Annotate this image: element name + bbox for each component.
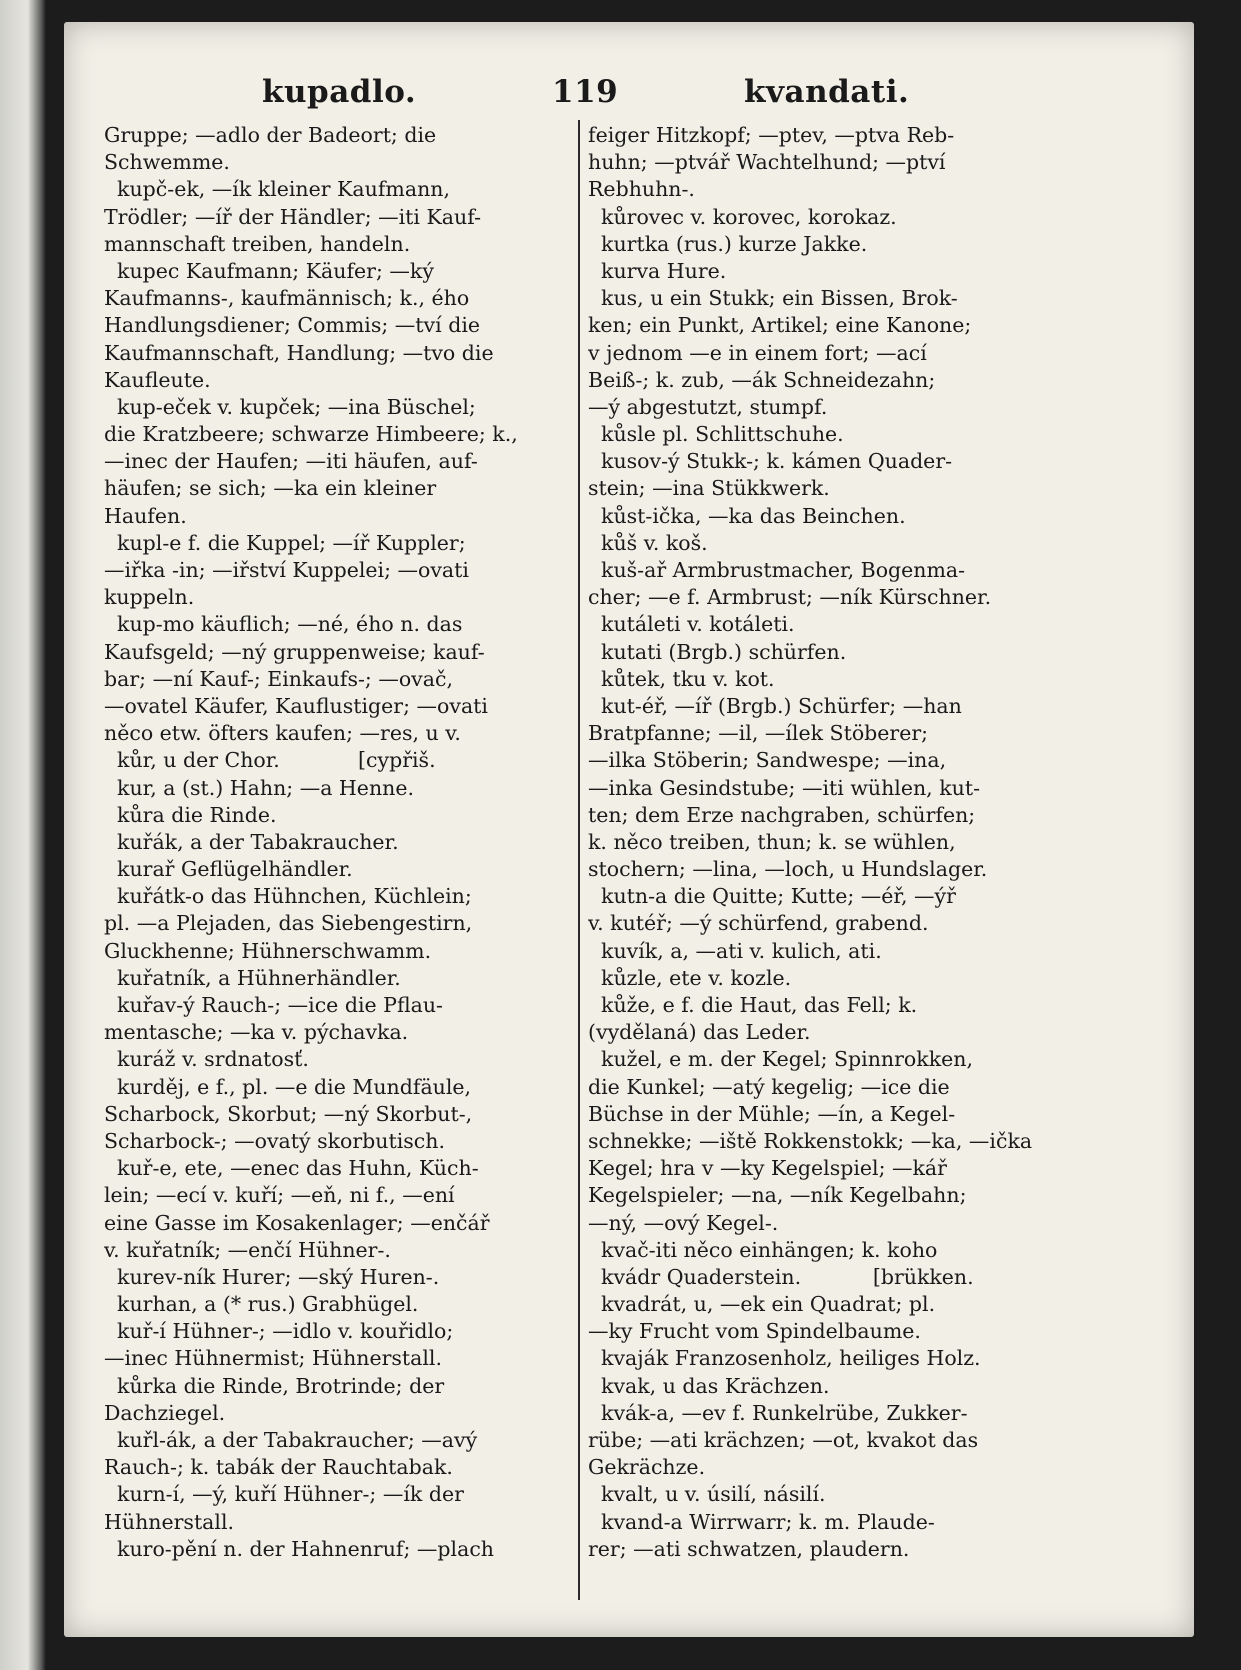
dictionary-line: feiger Hitzkopf; —ptev, —ptva Reb- bbox=[588, 123, 955, 147]
dictionary-line: huhn; —ptvář Wachtelhund; —ptví bbox=[588, 150, 946, 175]
dictionary-line: —inec der Haufen; —iti häufen, auf- bbox=[104, 449, 478, 474]
dictionary-line: kur, a (st.) Hahn; —a Henne. bbox=[104, 775, 414, 800]
dictionary-line: kuřl-ák, a der Tabakraucher; —avý bbox=[104, 1428, 478, 1452]
dictionary-line: mannschaft treiben, handeln. bbox=[104, 231, 411, 256]
dictionary-line: cher; —e f. Armbrust; —ník Kürschner. bbox=[588, 585, 992, 610]
dictionary-line: Gruppe; —adlo der Badeort; die bbox=[104, 123, 437, 147]
dictionary-line: ten; dem Erze nachgraben, schürfen; bbox=[588, 802, 976, 827]
dictionary-line: Scharbock, Skorbut; —ný Skorbut-, bbox=[104, 1101, 473, 1126]
dictionary-line: kupč-ek, —ík kleiner Kaufmann, bbox=[104, 177, 450, 202]
dictionary-line: —iřka -in; —iřství Kuppelei; —ovati bbox=[104, 558, 469, 582]
dictionary-line: kvalt, u v. úsilí, násilí. bbox=[588, 1482, 826, 1507]
dictionary-line: Kegelspieler; —na, —ník Kegelbahn; bbox=[588, 1183, 967, 1208]
dictionary-line: kůš v. koš. bbox=[588, 530, 708, 555]
dictionary-line: —ovatel Käufer, Kauflustiger; —ovati bbox=[104, 693, 488, 718]
scan-left-edge bbox=[0, 0, 46, 1670]
dictionary-line: kvádr Quaderstein. [brükken. bbox=[588, 1264, 974, 1289]
dictionary-line: kurev-ník Hurer; —ský Huren-. bbox=[104, 1264, 440, 1289]
dictionary-line: —ilka Stöberin; Sandwespe; —ina, bbox=[588, 748, 947, 773]
dictionary-line: v jednom —e in einem fort; —ací bbox=[588, 340, 927, 365]
dictionary-line: —ný, —ový Kegel-. bbox=[588, 1210, 779, 1235]
left-column bbox=[104, 122, 574, 1563]
dictionary-line: —ý abgestutzt, stumpf. bbox=[588, 394, 828, 419]
dictionary-line: Dachziegel. bbox=[104, 1400, 226, 1425]
dictionary-line: kutati (Brgb.) schürfen. bbox=[588, 639, 847, 664]
dictionary-line: Handlungsdiener; Commis; —tví die bbox=[104, 313, 481, 338]
dictionary-line: kurhan, a (* rus.) Grabhügel. bbox=[104, 1292, 419, 1317]
dictionary-line: Scharbock-; —ovatý skorbutisch. bbox=[104, 1128, 446, 1153]
dictionary-line: Kegel; hra v —ky Kegelspiel; —kář bbox=[588, 1156, 947, 1181]
dictionary-line: kuráž v. srdnatosť. bbox=[104, 1047, 309, 1072]
column-divider bbox=[578, 120, 580, 1600]
dictionary-line: kůst-ička, —ka das Beinchen. bbox=[588, 503, 906, 528]
dictionary-line: kvand-a Wirrwarr; k. m. Plaude- bbox=[588, 1509, 935, 1534]
dictionary-line: kus, u ein Stukk; ein Bissen, Brok- bbox=[588, 286, 958, 311]
dictionary-line: Haufen. bbox=[104, 503, 187, 528]
dictionary-line: kvák-a, —ev f. Runkelrübe, Zukker- bbox=[588, 1400, 968, 1425]
dictionary-line: rer; —ati schwatzen, plaudern. bbox=[588, 1536, 910, 1561]
dictionary-line: kužel, e m. der Kegel; Spinnrokken, bbox=[588, 1047, 973, 1072]
right-column bbox=[588, 122, 1143, 1563]
dictionary-line: Trödler; —íř der Händler; —iti Kauf- bbox=[104, 204, 482, 229]
dictionary-line: kuřav-ý Rauch-; —ice die Pflau- bbox=[104, 993, 443, 1017]
dictionary-line: kvak, u das Krächzen. bbox=[588, 1373, 830, 1398]
dictionary-line: —ky Frucht vom Spindelbaume. bbox=[588, 1319, 921, 1344]
dictionary-line: kuro-pění n. der Hahnenruf; —plach bbox=[104, 1536, 495, 1561]
dictionary-line: —inec Hühnermist; Hühnerstall. bbox=[104, 1346, 443, 1371]
dictionary-line: kůrka die Rinde, Brotrinde; der bbox=[104, 1373, 445, 1398]
dictionary-line: kuřák, a der Tabakraucher. bbox=[104, 829, 399, 854]
dictionary-line: stochern; —lina, —loch, u Hundslager. bbox=[588, 857, 988, 882]
page-number: 119 bbox=[552, 74, 619, 110]
dictionary-line: Kaufleute. bbox=[104, 367, 211, 392]
dictionary-line: Rauch-; k. tabák der Rauchtabak. bbox=[104, 1455, 453, 1480]
dictionary-line: kvač-iti něco einhängen; k. koho bbox=[588, 1237, 938, 1262]
dictionary-line: kup-mo käuflich; —né, ého n. das bbox=[104, 612, 463, 637]
dictionary-line: Hühnerstall. bbox=[104, 1509, 235, 1534]
dictionary-line: kůže, e f. die Haut, das Fell; k. bbox=[588, 993, 918, 1017]
dictionary-line: Büchse in der Mühle; —ín, a Kegel- bbox=[588, 1101, 956, 1126]
dictionary-line: něco etw. öfters kaufen; —res, u v. bbox=[104, 721, 461, 746]
dictionary-line: kuš-ař Armbrustmacher, Bogenma- bbox=[588, 558, 966, 582]
dictionary-line: mentasche; —ka v. pýchavka. bbox=[104, 1020, 409, 1045]
dictionary-line: v. kuřatník; —enčí Hühner-. bbox=[104, 1237, 391, 1262]
dictionary-line: kurtka (rus.) kurze Jakke. bbox=[588, 231, 868, 256]
dictionary-line: kurděj, e f., pl. —e die Mundfäule, bbox=[104, 1074, 472, 1099]
dictionary-line: kuřátk-o das Hühnchen, Küchlein; bbox=[104, 884, 472, 909]
dictionary-line: die Kunkel; —atý kegelig; —ice die bbox=[588, 1074, 950, 1099]
dictionary-line: kupec Kaufmann; Käufer; —ký bbox=[104, 258, 434, 283]
dictionary-line: kůr, u der Chor. [cypřiš. bbox=[104, 748, 436, 773]
dictionary-line: pl. —a Plejaden, das Siebengestirn, bbox=[104, 911, 473, 936]
dictionary-line: kůra die Rinde. bbox=[104, 802, 277, 827]
dictionary-line: kut-éř, —íř (Brgb.) Schürfer; —han bbox=[588, 693, 962, 718]
dictionary-line: ken; ein Punkt, Artikel; eine Kanone; bbox=[588, 313, 972, 338]
dictionary-line: kurař Geflügelhändler. bbox=[104, 857, 353, 882]
dictionary-line: stein; —ina Stükkwerk. bbox=[588, 476, 830, 501]
dictionary-line: die Kratzbeere; schwarze Himbeere; k., bbox=[104, 422, 518, 447]
dictionary-line: —inka Gesindstube; —iti wühlen, kut- bbox=[588, 775, 981, 800]
dictionary-line: Gluckhenne; Hühnerschwamm. bbox=[104, 938, 432, 963]
page-header bbox=[64, 74, 1194, 118]
dictionary-line: kuřatník, a Hühnerhändler. bbox=[104, 965, 401, 990]
dictionary-line: Kaufsgeld; —ný gruppenweise; kauf- bbox=[104, 639, 485, 664]
dictionary-line: kuř-í Hühner-; —idlo v. kouřidlo; bbox=[104, 1319, 454, 1344]
dictionary-line: Gekrächze. bbox=[588, 1455, 706, 1480]
dictionary-line: kůsle pl. Schlittschuhe. bbox=[588, 422, 844, 447]
dictionary-line: bar; —ní Kauf-; Einkaufs-; —ovač, bbox=[104, 666, 453, 691]
dictionary-line: Kaufmanns-, kaufmännisch; k., ého bbox=[104, 286, 470, 311]
dictionary-line: kůzle, ete v. kozle. bbox=[588, 965, 792, 990]
header-left-word: kupadlo. bbox=[262, 74, 417, 110]
dictionary-line: kůrovec v. korovec, korokaz. bbox=[588, 204, 897, 229]
dictionary-line: k. něco treiben, thun; k. se wühlen, bbox=[588, 829, 956, 854]
dictionary-line: kutn-a die Quitte; Kutte; —éř, —ýř bbox=[588, 884, 956, 909]
dictionary-line: kuř-e, ete, —enec das Huhn, Küch- bbox=[104, 1156, 479, 1181]
dictionary-line: Kaufmannschaft, Handlung; —tvo die bbox=[104, 340, 494, 365]
dictionary-line: kvadrát, u, —ek ein Quadrat; pl. bbox=[588, 1292, 936, 1317]
dictionary-line: kuvík, a, —ati v. kulich, ati. bbox=[588, 938, 882, 963]
dictionary-line: v. kutéř; —ý schürfend, grabend. bbox=[588, 911, 929, 936]
dictionary-line: Rebhuhn-. bbox=[588, 177, 695, 202]
dictionary-line: rübe; —ati krächzen; —ot, kvakot das bbox=[588, 1428, 979, 1452]
dictionary-line: kusov-ý Stukk-; k. kámen Quader- bbox=[588, 449, 953, 474]
dictionary-line: eine Gasse im Kosakenlager; —enčář bbox=[104, 1210, 490, 1235]
dictionary-line: kurva Hure. bbox=[588, 258, 727, 283]
dictionary-line: kvaják Franzosenholz, heiliges Holz. bbox=[588, 1346, 981, 1371]
dictionary-line: kutáleti v. kotáleti. bbox=[588, 612, 795, 637]
dictionary-line: Beiß-; k. zub, —ák Schneidezahn; bbox=[588, 367, 936, 392]
dictionary-page bbox=[64, 22, 1194, 1637]
header-right-word: kvandati. bbox=[744, 74, 910, 110]
dictionary-line: kuppeln. bbox=[104, 585, 195, 610]
dictionary-line: schnekke; —iště Rokkenstokk; —ka, —ička bbox=[588, 1128, 1033, 1153]
dictionary-line: (vydělaná) das Leder. bbox=[588, 1020, 811, 1045]
dictionary-line: häufen; se sich; —ka ein kleiner bbox=[104, 476, 437, 501]
dictionary-line: kurn-í, —ý, kuří Hühner-; —ík der bbox=[104, 1482, 464, 1507]
dictionary-line: lein; —ecí v. kuří; —eň, ni f., —ení bbox=[104, 1183, 455, 1208]
dictionary-line: Schwemme. bbox=[104, 150, 230, 175]
dictionary-line: kupl-e f. die Kuppel; —íř Kuppler; bbox=[104, 530, 466, 555]
dictionary-line: Bratpfanne; —il, —ílek Stöberer; bbox=[588, 721, 929, 746]
dictionary-line: kup-eček v. kupček; —ina Büschel; bbox=[104, 394, 476, 419]
dictionary-line: kůtek, tku v. kot. bbox=[588, 666, 775, 691]
